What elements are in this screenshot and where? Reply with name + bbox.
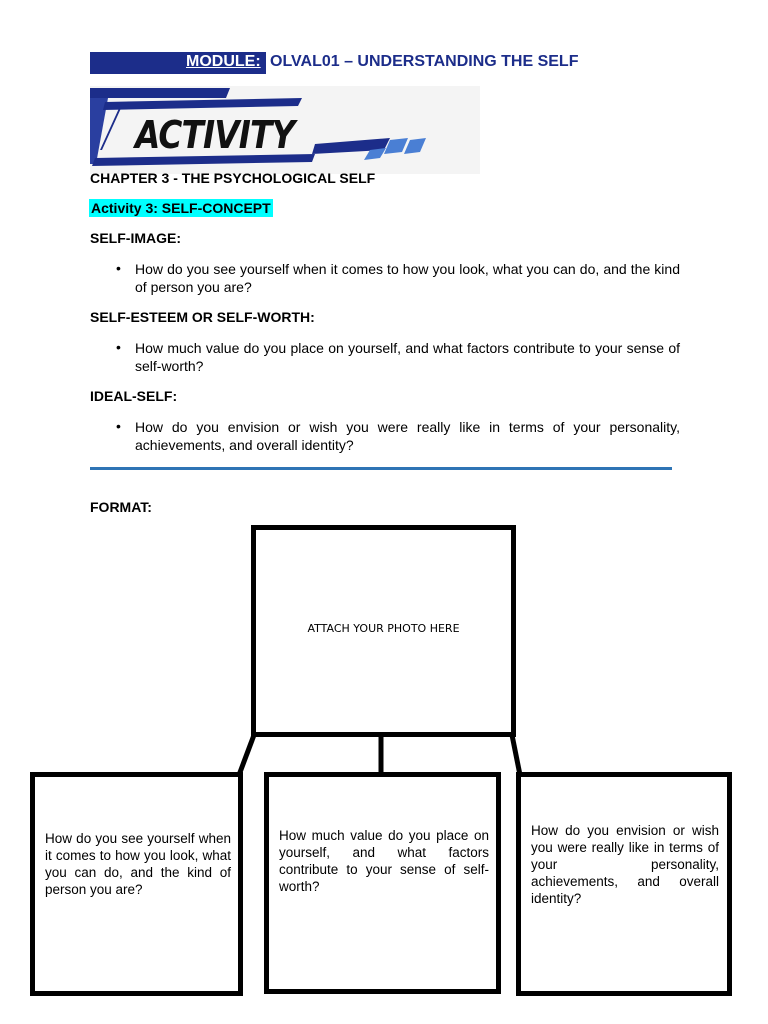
bullet-marker: •	[116, 260, 121, 276]
section-bullet-ideal-self: How do you envision or wish you were really like in terms of your personality, achievements, and overall identity?	[135, 419, 680, 453]
section-heading-self-esteem: SELF-ESTEEM OR SELF-WORTH:	[90, 309, 315, 325]
activity-title: Activity 3: SELF-CONCEPT	[91, 200, 271, 216]
activity-banner-text: ACTIVITY	[135, 113, 295, 157]
section-heading-ideal-self: IDEAL-SELF:	[90, 388, 178, 404]
photo-placeholder-box[interactable]	[251, 525, 516, 737]
section-bullet-self-esteem: How much value do you place on yourself, and what factors contribute to your sense of self-worth?	[135, 340, 680, 374]
photo-placeholder-label: ATTACH YOUR PHOTO HERE	[307, 622, 460, 635]
bullet-marker: •	[116, 339, 121, 355]
module-title: OLVAL01 – UNDERSTANDING THE SELF	[270, 53, 579, 70]
self-image-box	[30, 772, 243, 996]
ideal-self-box	[516, 772, 732, 996]
self-esteem-question: How much value do you place on yourself, and what factors contribute to your sense of self-worth?	[279, 828, 489, 894]
format-label: FORMAT:	[90, 499, 152, 515]
self-image-question: How do you see yourself when it comes to how you look, what you can do, and the kind of person you are?	[45, 831, 231, 897]
bullet-marker: •	[116, 418, 121, 434]
section-heading-self-image: SELF-IMAGE:	[90, 230, 181, 246]
section-bullet-self-image: How do you see yourself when it comes to how you look, what you can do, and the kind of person you are?	[135, 261, 680, 295]
ideal-self-question: How do you envision or wish you were really like in terms of your personality, achievements, and overall identity?	[531, 823, 719, 906]
chapter-title: CHAPTER 3 - THE PSYCHOLOGICAL SELF	[90, 170, 376, 186]
module-label: MODULE:	[186, 53, 261, 70]
self-esteem-box	[264, 772, 501, 994]
